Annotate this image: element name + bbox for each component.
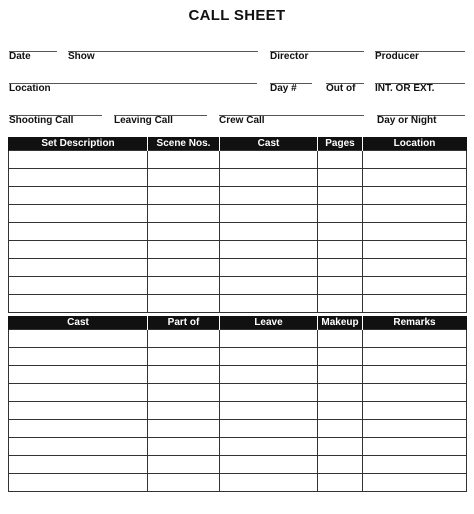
table-cell[interactable] [363, 420, 467, 438]
header-location: Location [363, 137, 467, 151]
table-cell[interactable] [220, 348, 318, 366]
table-row [9, 384, 467, 402]
table-row [9, 474, 467, 492]
table-cell[interactable] [9, 348, 148, 366]
table-cell[interactable] [318, 438, 363, 456]
table-cell[interactable] [363, 438, 467, 456]
table-cell[interactable] [9, 456, 148, 474]
table-cell[interactable] [220, 223, 318, 241]
table-cell[interactable] [363, 330, 467, 348]
table-cell[interactable] [363, 151, 467, 169]
table-cell[interactable] [9, 330, 148, 348]
table-cell[interactable] [9, 223, 148, 241]
table-cell[interactable] [318, 169, 363, 187]
header-leave: Leave [220, 316, 318, 330]
table-row [9, 259, 467, 277]
table-cell[interactable] [318, 348, 363, 366]
table-row [9, 456, 467, 474]
table-cell[interactable] [363, 402, 467, 420]
table-cell[interactable] [148, 205, 220, 223]
table-cell[interactable] [220, 295, 318, 313]
out-of-line [326, 83, 364, 84]
table-cell[interactable] [363, 474, 467, 492]
table-cell[interactable] [9, 474, 148, 492]
table-cell[interactable] [318, 241, 363, 259]
table-cell[interactable] [363, 205, 467, 223]
director-line [270, 51, 364, 52]
out-of-label: Out of [326, 83, 356, 94]
page-title: CALL SHEET [188, 7, 286, 24]
table-cell[interactable] [220, 241, 318, 259]
leaving-call-line [114, 115, 207, 116]
table-cell[interactable] [220, 420, 318, 438]
table-cell[interactable] [148, 277, 220, 295]
table-cell[interactable] [220, 151, 318, 169]
table-cell[interactable] [318, 223, 363, 241]
table-row [9, 366, 467, 384]
date-label: Date [9, 51, 31, 62]
table-cell[interactable] [9, 402, 148, 420]
table-cell[interactable] [363, 295, 467, 313]
table-row [9, 420, 467, 438]
show-line [68, 51, 258, 52]
table-cell[interactable] [363, 187, 467, 205]
table-cell[interactable] [148, 187, 220, 205]
scenes-body [9, 151, 467, 313]
director-label: Director [270, 51, 309, 62]
table-cell[interactable] [363, 348, 467, 366]
table-row [9, 151, 467, 169]
cast-header-row [9, 316, 467, 330]
date-line [9, 51, 57, 52]
table-cell[interactable] [363, 169, 467, 187]
table-row [9, 169, 467, 187]
table-cell[interactable] [318, 151, 363, 169]
table-row [9, 277, 467, 295]
day-or-night-line [377, 115, 465, 116]
cast-table [8, 316, 467, 492]
table-cell[interactable] [220, 205, 318, 223]
leaving-call-label: Leaving Call [114, 115, 173, 126]
table-cell[interactable] [9, 438, 148, 456]
header-scene-nos: Scene Nos. [148, 137, 220, 151]
producer-label: Producer [375, 51, 419, 62]
table-cell[interactable] [9, 169, 148, 187]
table-cell[interactable] [9, 259, 148, 277]
table-cell[interactable] [148, 474, 220, 492]
table-cell[interactable] [318, 277, 363, 295]
header-set-description: Set Description [9, 137, 148, 151]
table-cell[interactable] [363, 223, 467, 241]
table-cell[interactable] [9, 295, 148, 313]
table-cell[interactable] [363, 366, 467, 384]
table-cell[interactable] [220, 456, 318, 474]
table-cell[interactable] [318, 330, 363, 348]
table-row [9, 241, 467, 259]
table-cell[interactable] [148, 241, 220, 259]
producer-line [375, 51, 465, 52]
table-cell[interactable] [363, 384, 467, 402]
crew-call-label: Crew Call [219, 115, 265, 126]
table-row [9, 330, 467, 348]
int-ext-line [375, 83, 465, 84]
table-cell[interactable] [148, 259, 220, 277]
table-cell[interactable] [318, 187, 363, 205]
table-cell[interactable] [148, 169, 220, 187]
table-cell[interactable] [220, 187, 318, 205]
table-row [9, 348, 467, 366]
table-cell[interactable] [9, 366, 148, 384]
table-cell[interactable] [148, 384, 220, 402]
table-cell[interactable] [363, 277, 467, 295]
header-cast: Cast [220, 137, 318, 151]
table-cell[interactable] [363, 259, 467, 277]
scenes-table [8, 137, 467, 313]
shooting-call-label: Shooting Call [9, 115, 74, 126]
table-cell[interactable] [9, 187, 148, 205]
table-row [9, 402, 467, 420]
table-cell[interactable] [220, 330, 318, 348]
table-cell[interactable] [220, 366, 318, 384]
table-cell[interactable] [318, 366, 363, 384]
header-cast-name: Cast [9, 316, 148, 330]
day-num-label: Day # [270, 83, 297, 94]
table-cell[interactable] [318, 402, 363, 420]
table-row [9, 438, 467, 456]
table-cell[interactable] [220, 402, 318, 420]
header-makeup: Makeup [318, 316, 363, 330]
table-cell[interactable] [148, 348, 220, 366]
table-cell[interactable] [318, 474, 363, 492]
table-cell[interactable] [220, 169, 318, 187]
table-cell[interactable] [148, 402, 220, 420]
table-cell[interactable] [318, 259, 363, 277]
table-cell[interactable] [9, 277, 148, 295]
table-cell[interactable] [9, 384, 148, 402]
header-part-of: Part of [148, 316, 220, 330]
header-pages: Pages [318, 137, 363, 151]
table-cell[interactable] [220, 259, 318, 277]
table-cell[interactable] [148, 151, 220, 169]
table-cell[interactable] [148, 295, 220, 313]
table-row [9, 223, 467, 241]
table-cell[interactable] [220, 384, 318, 402]
table-cell[interactable] [9, 151, 148, 169]
table-cell[interactable] [318, 456, 363, 474]
day-or-night-label: Day or Night [377, 115, 437, 126]
day-num-line [270, 83, 312, 84]
table-cell[interactable] [318, 205, 363, 223]
table-cell[interactable] [148, 420, 220, 438]
table-cell[interactable] [363, 456, 467, 474]
table-cell[interactable] [148, 330, 220, 348]
table-cell[interactable] [220, 474, 318, 492]
crew-call-line [219, 115, 364, 116]
table-cell[interactable] [318, 295, 363, 313]
table-cell[interactable] [220, 438, 318, 456]
header-remarks: Remarks [363, 316, 467, 330]
location-line [9, 83, 257, 84]
table-cell[interactable] [318, 420, 363, 438]
table-cell[interactable] [148, 456, 220, 474]
table-cell[interactable] [363, 241, 467, 259]
table-cell[interactable] [318, 384, 363, 402]
table-row [9, 187, 467, 205]
scenes-header-row [9, 137, 467, 151]
shooting-call-line [9, 115, 102, 116]
table-row [9, 295, 467, 313]
table-cell[interactable] [148, 438, 220, 456]
location-label: Location [9, 83, 51, 94]
table-cell[interactable] [9, 420, 148, 438]
table-cell[interactable] [9, 205, 148, 223]
table-cell[interactable] [220, 277, 318, 295]
table-cell[interactable] [148, 366, 220, 384]
show-label: Show [68, 51, 95, 62]
cast-body [9, 330, 467, 492]
table-row [9, 205, 467, 223]
int-ext-label: INT. OR EXT. [375, 83, 435, 94]
table-cell[interactable] [9, 241, 148, 259]
table-cell[interactable] [148, 223, 220, 241]
